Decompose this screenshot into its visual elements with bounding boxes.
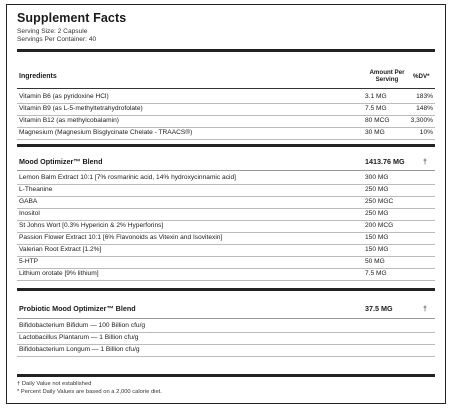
ingredient-dv: 3,300%	[410, 117, 433, 124]
ingredient-name: Lithium orotate [9% lithium]	[19, 270, 99, 277]
section-divider	[17, 144, 435, 147]
ingredient-name: Magnesium (Magnesium Bisglycinate Chelate - TRAACS®)	[19, 129, 193, 136]
blend-amount: 1413.76 MG	[365, 157, 405, 166]
ingredient-amount: 250 MGC	[365, 198, 394, 205]
blend-item-row	[17, 184, 435, 197]
blend-divider	[17, 318, 435, 319]
ingredient-amount: 250 MG	[365, 210, 389, 217]
ingredient-amount: 150 MG	[365, 234, 389, 241]
ingredient-name: Valerian Root Extract [1.2%]	[19, 246, 102, 253]
blend-item-row	[17, 320, 435, 333]
blend-item-row	[17, 244, 435, 257]
panel-title: Supplement Facts	[17, 11, 127, 25]
servings-per-container: Servings Per Container: 40	[17, 36, 97, 43]
amount-header: Amount Per Serving	[369, 69, 405, 83]
serving-size: Serving Size: 2 Capsule	[17, 28, 88, 35]
blend-dv: †	[423, 157, 427, 166]
blend-item-row	[17, 256, 435, 269]
ingredient-amount: 30 MG	[365, 129, 385, 136]
ingredient-name: St Johns Wort [0.3% Hypericin & 2% Hyperforins]	[19, 222, 164, 229]
blend-item-row	[17, 196, 435, 209]
ingredient-amount: 200 MCG	[365, 222, 394, 229]
vitamin-row	[17, 103, 435, 116]
ingredients-header: Ingredients	[19, 73, 57, 80]
vitamin-row	[17, 91, 435, 104]
blend-name: Probiotic Mood Optimizer™ Blend	[19, 304, 136, 313]
ingredient-amount: 50 MG	[365, 258, 385, 265]
ingredient-name: Bifidobacterium Bifidum — 100 Billion cfu/g	[19, 322, 146, 329]
ingredient-name: Vitamin B6 (as pyridoxine HCl)	[19, 93, 109, 100]
ingredient-amount: 7.5 MG	[365, 270, 387, 277]
ingredient-name: L-Theanine	[19, 186, 53, 193]
blend-item-row	[17, 332, 435, 345]
ingredient-dv: 148%	[416, 105, 433, 112]
ingredient-name: Lactobacillus Plantarum — 1 Billion cfu/g	[19, 334, 139, 341]
blend-item-row	[17, 268, 435, 281]
vitamin-row	[17, 115, 435, 128]
ingredient-dv: 10%	[419, 129, 433, 136]
ingredient-name: Inositol	[19, 210, 40, 217]
ingredient-amount: 3.1 MG	[365, 93, 387, 100]
blend-dv: †	[423, 304, 427, 313]
ingredient-amount: 300 MG	[365, 174, 389, 181]
ingredient-name: Vitamin B12 (as methylcobalamin)	[19, 117, 119, 124]
blend-item-row	[17, 208, 435, 221]
section-divider	[17, 288, 435, 291]
blend-divider	[17, 170, 435, 171]
footnote: † Daily Value not established	[17, 381, 92, 387]
ingredient-dv: 183%	[416, 93, 433, 100]
footnote: * Percent Daily Values are based on a 2,000 calorie diet.	[17, 389, 162, 395]
thick-divider	[17, 49, 435, 52]
ingredient-name: Vitamin B9 (as L-5-methyltetrahydrofolate)	[19, 105, 143, 112]
ingredient-name: Passion Flower Extract 10:1 [6% Flavonoids as Vitexin and Isovitexin]	[19, 234, 223, 241]
mood-blend-header	[17, 155, 435, 167]
dv-header: %DV*	[413, 73, 430, 80]
ingredient-amount: 250 MG	[365, 186, 389, 193]
probiotic-blend-header	[17, 302, 435, 314]
blend-amount: 37.5 MG	[365, 304, 393, 313]
ingredient-amount: 80 MCG	[365, 117, 390, 124]
blend-item-row	[17, 172, 435, 185]
ingredient-amount: 150 MG	[365, 246, 389, 253]
supplement-facts-panel	[6, 4, 446, 404]
ingredient-name: GABA	[19, 198, 38, 205]
ingredient-name: 5-HTP	[19, 258, 39, 265]
blend-name: Mood Optimizer™ Blend	[19, 157, 103, 166]
ingredient-amount: 7.5 MG	[365, 105, 387, 112]
ingredient-name: Bifidobacterium Longum — 1 Billion cfu/g	[19, 346, 140, 353]
footer-divider	[17, 374, 435, 377]
header-divider	[17, 88, 435, 89]
blend-item-row	[17, 220, 435, 233]
blend-item-row	[17, 344, 435, 357]
blend-item-row	[17, 232, 435, 245]
vitamin-row	[17, 127, 435, 140]
ingredient-name: Lemon Balm Extract 10:1 [7% rosmarinic acid, 14% hydroxycinnamic acid]	[19, 174, 236, 181]
